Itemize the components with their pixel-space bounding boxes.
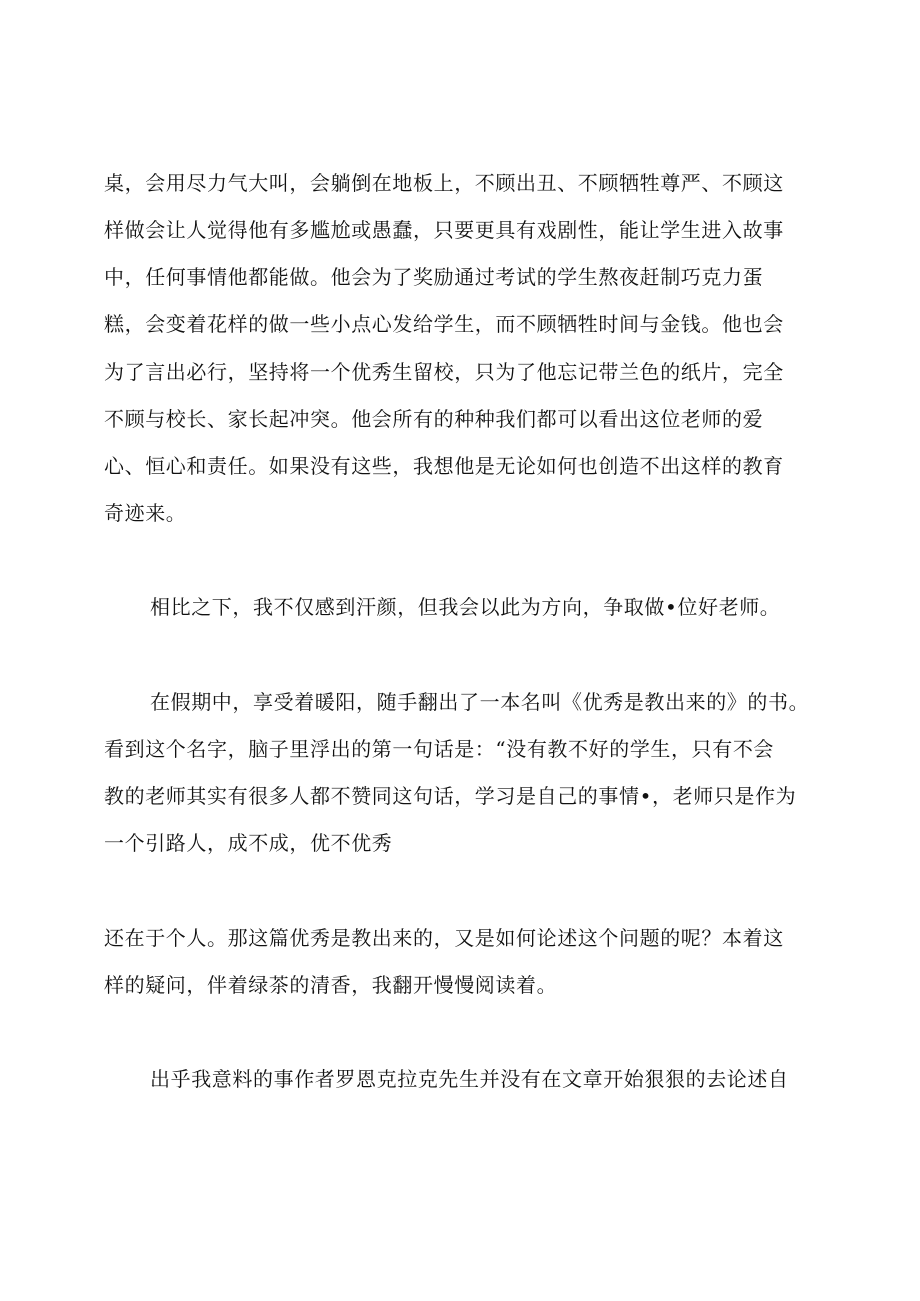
text-line: 心、恒心和责任。如果没有这些，我想他是无论如何也创造不出这样的教育 xyxy=(104,454,784,478)
text-line: 样做会让人觉得他有多尴尬或愚蠢，只要更具有戏剧性，能让学生进入故事 xyxy=(104,218,784,242)
text-line: 一个引路人，成不成，优不优秀 xyxy=(104,831,393,855)
text-line: 桌，会用尽力气大叫，会躺倒在地板上，不顾出丑、不顾牺牲尊严、不顾这 xyxy=(104,171,784,195)
text-line: 糕，会变着花样的做一些小点心发给学生，而不顾牺牲时间与金钱。他也会 xyxy=(104,312,784,336)
paragraph: 相比之下，我不仅感到汗颜，但我会以此为方向，争取做•位好老师。 xyxy=(150,595,781,619)
text-line: 看到这个名字，脑子里浮出的第一句话是：“没有教不好的学生，只有不会 xyxy=(104,737,775,761)
text-line: 奇迹来。 xyxy=(104,501,187,525)
text-line: 还在于个人。那这篇优秀是教出来的，又是如何论述这个问题的呢？本着这 xyxy=(104,926,784,950)
text-line: 样的疑问，伴着绿茶的清香，我翻开慢慢阅读着。 xyxy=(104,973,558,997)
text-line: 教的老师其实有很多人都不赞同这句话，学习是自己的事情•，老师只是作为 xyxy=(104,784,797,808)
text-line: 在假期中，享受着暖阳，随手翻出了一本名叫《优秀是教出来的》的书。 xyxy=(150,690,810,714)
paragraph: 出乎我意料的事作者罗恩克拉克先生并没有在文章开始狠狠的去论述自 xyxy=(150,1067,789,1091)
text-line: 中，任何事情他都能做。他会为了奖励通过考试的学生熬夜赶制巧克力蛋 xyxy=(104,265,764,289)
text-line: 不顾与校长、家长起冲突。他会所有的种种我们都可以看出这位老师的爱 xyxy=(104,407,764,431)
text-line: 为了言出必行，坚持将一个优秀生留校，只为了他忘记带兰色的纸片，完全 xyxy=(104,360,784,384)
